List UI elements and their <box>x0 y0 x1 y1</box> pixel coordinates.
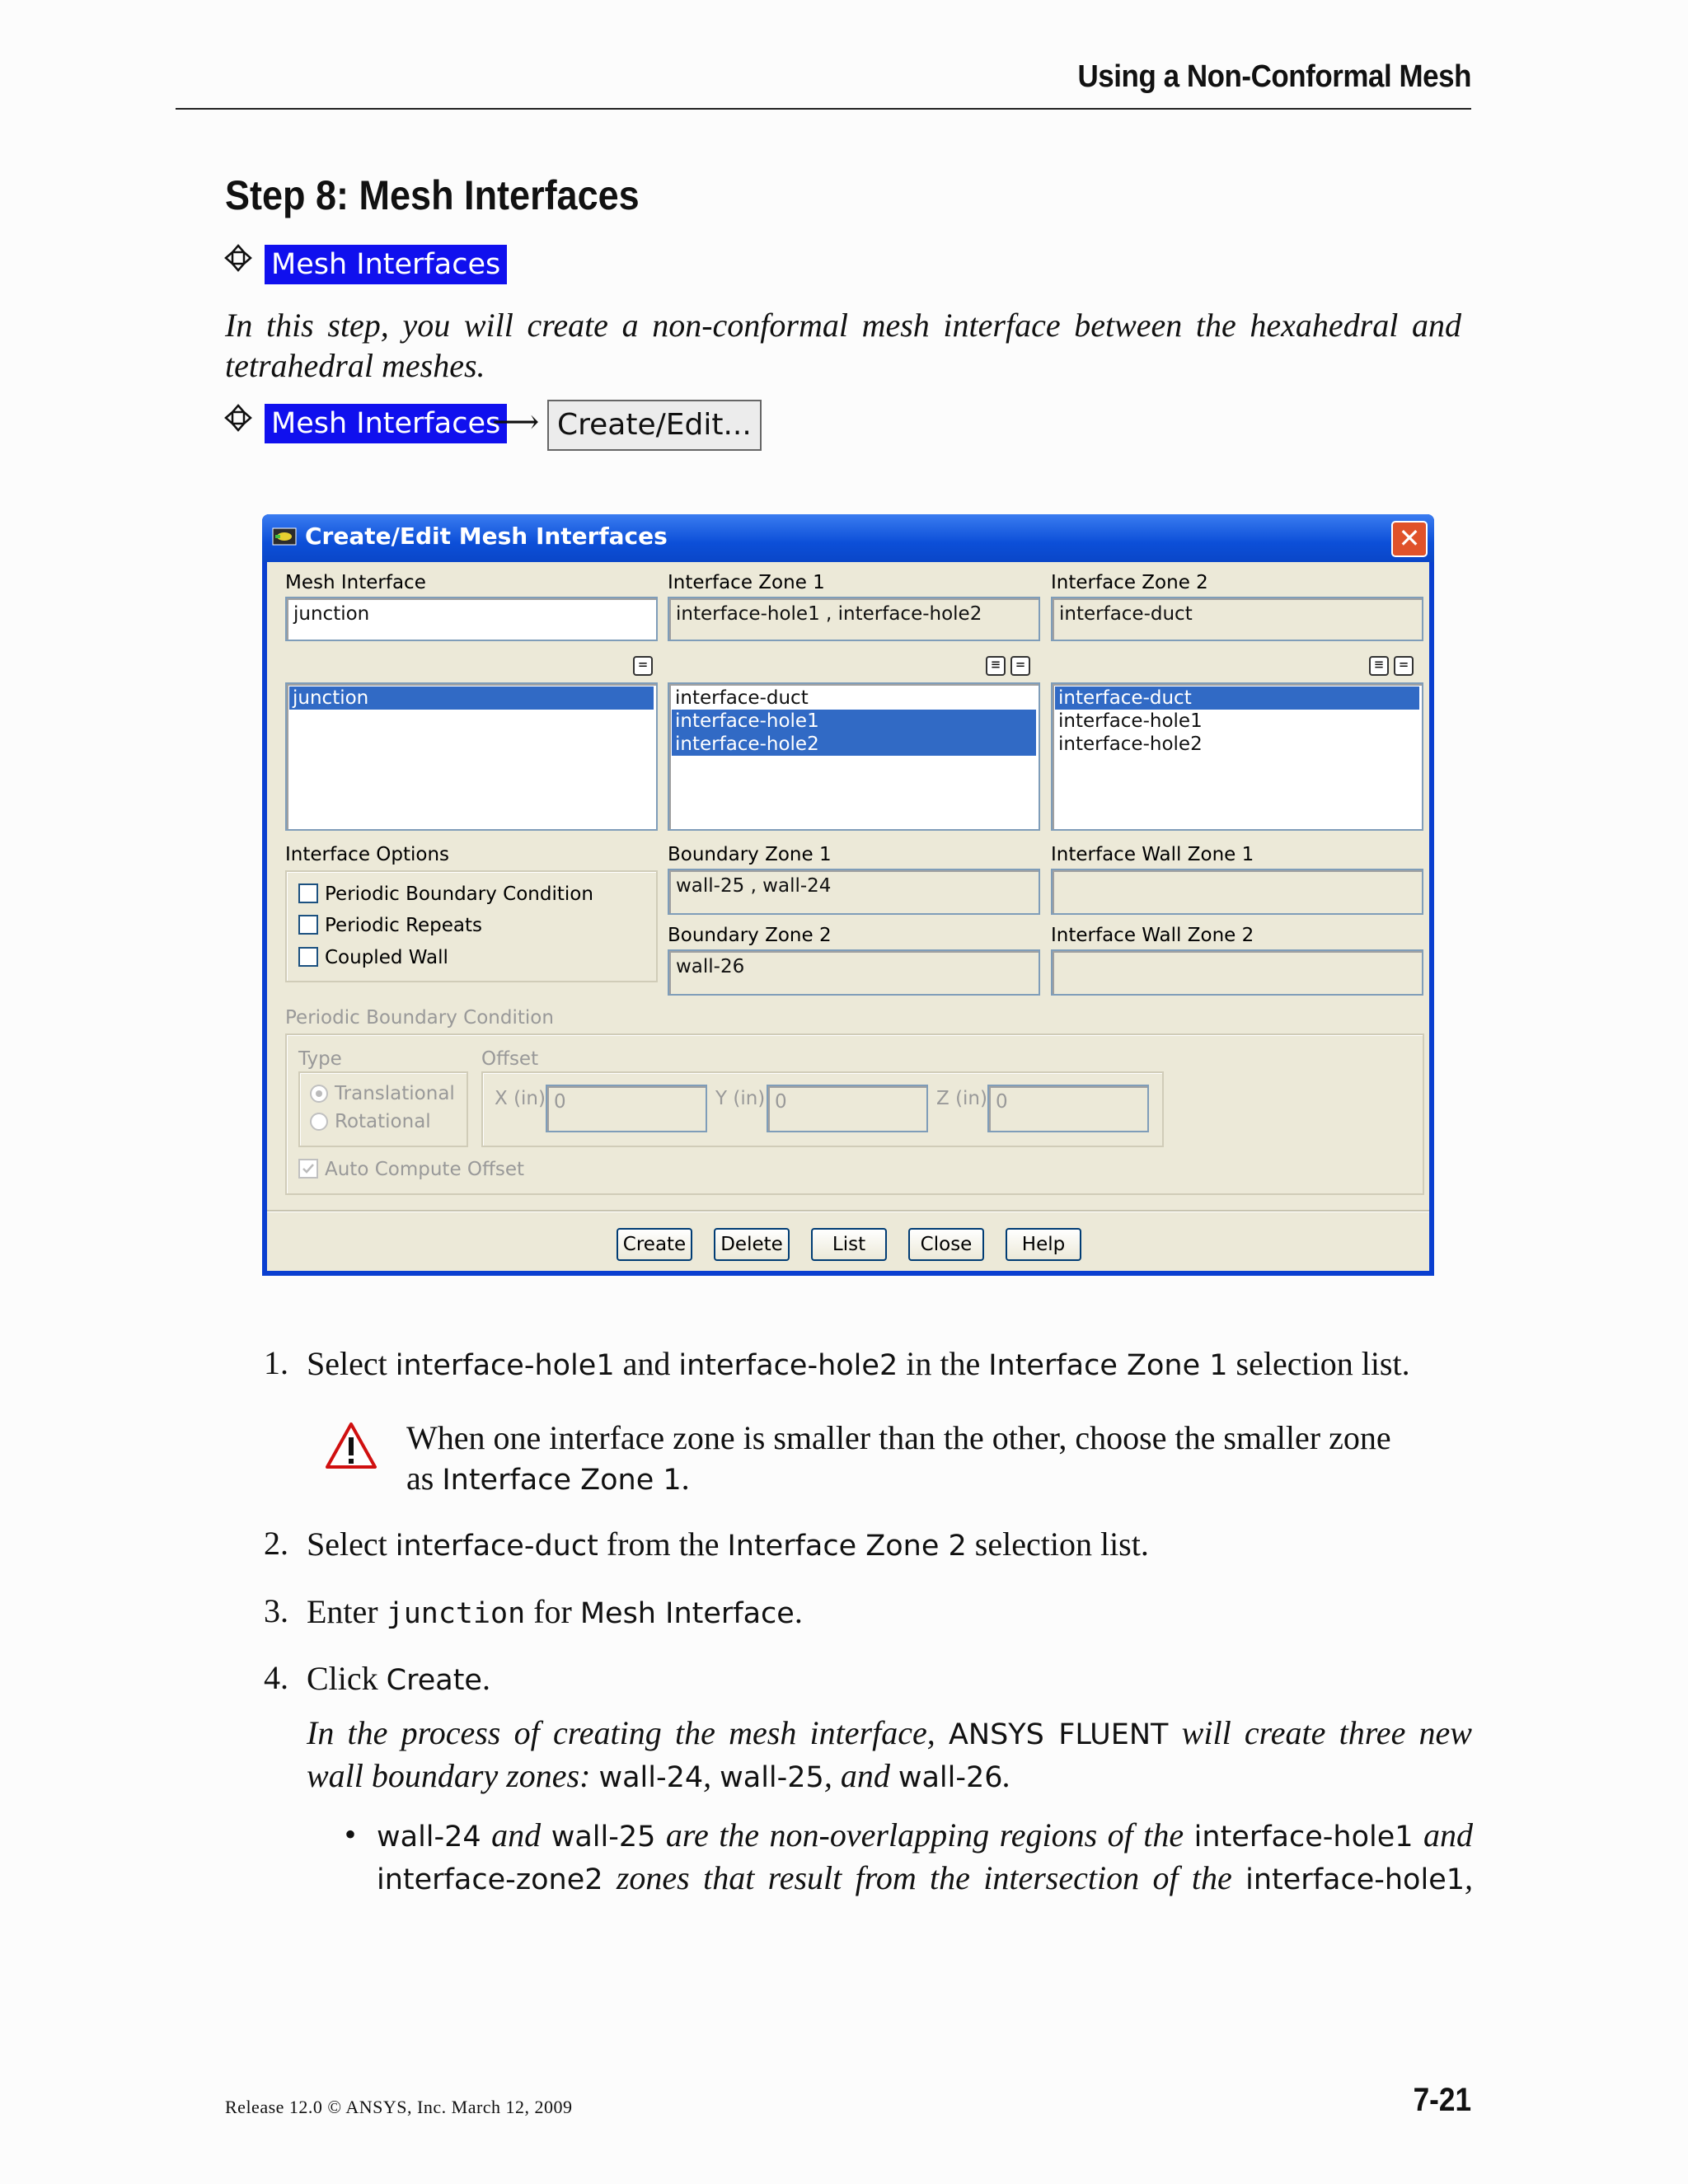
deselect-all-icon[interactable]: = <box>633 656 653 676</box>
step-number: 4. <box>264 1659 288 1696</box>
footer-release: Release 12.0 © ANSYS, Inc. March 12, 2009 <box>225 2097 573 2117</box>
text: and <box>614 1345 679 1382</box>
text: zones that result from the intersection of the <box>603 1859 1246 1896</box>
mesh-interface-label: Mesh Interface <box>285 572 426 593</box>
gui-label: Interface Zone 1 <box>442 1464 682 1497</box>
rotational-radio[interactable] <box>310 1113 328 1131</box>
zone-name: interface-hole1 <box>395 1349 615 1382</box>
help-button[interactable]: Help <box>1006 1228 1081 1261</box>
bullet-item <box>377 1815 1473 1900</box>
list-item[interactable]: junction <box>289 687 654 710</box>
gui-label: Mesh Interface <box>579 1597 795 1630</box>
text: in the <box>898 1345 989 1382</box>
translational-radio[interactable] <box>310 1085 328 1103</box>
intro-paragraph <box>225 305 1461 386</box>
text: and <box>1413 1816 1474 1854</box>
offset-label: Offset <box>481 1048 539 1070</box>
gui-label: Interface Zone 1 <box>988 1349 1228 1382</box>
arrow-right-icon: ⟶ <box>492 403 540 440</box>
dialog-title-bar[interactable] <box>262 514 1434 562</box>
select-all-icon[interactable]: ≡ <box>986 656 1006 676</box>
periodic-boundary-checkbox[interactable] <box>298 883 318 903</box>
list-item[interactable]: interface-hole2 <box>672 733 1036 756</box>
zone-name: interface-hole2 <box>678 1349 898 1382</box>
create-edit-mesh-interfaces-dialog <box>262 514 1434 1276</box>
text: from the <box>598 1526 728 1563</box>
dialog-title: Create/Edit Mesh Interfaces <box>305 523 668 550</box>
text: . <box>1002 1757 1011 1794</box>
interface-wall-zone-1-field <box>1051 869 1423 915</box>
explanation-line-2 <box>307 1755 1472 1798</box>
zone-name: interface-duct <box>395 1530 598 1563</box>
text: will create three new <box>1168 1714 1472 1751</box>
translational-label: Translational <box>335 1083 455 1104</box>
periodic-bc-group <box>285 1033 1424 1195</box>
dialog-body <box>267 562 1429 1271</box>
y-offset-input[interactable]: 0 <box>767 1085 928 1132</box>
step-4 <box>307 1658 1477 1701</box>
interface-zone-1-label: Interface Zone 1 <box>668 572 825 593</box>
list-button[interactable]: List <box>811 1228 887 1261</box>
zone-name: interface-hole1 <box>1193 1821 1414 1854</box>
z-offset-input[interactable]: 0 <box>987 1085 1149 1132</box>
intro-line-1: In this step, you will create a non-conformal mesh interface between the hexahedral and <box>225 307 1461 344</box>
periodic-bc-label: Periodic Boundary Condition <box>285 1007 554 1029</box>
text: wall boundary zones: <box>307 1757 599 1794</box>
interface-options-group <box>285 870 658 982</box>
mesh-interfaces-nav-link-2[interactable]: Mesh Interfaces <box>265 404 507 443</box>
text: . <box>794 1593 803 1630</box>
dialog-separator <box>267 1210 1429 1212</box>
boundary-zone-1-label: Boundary Zone 1 <box>668 844 832 865</box>
list-item[interactable]: interface-hole2 <box>1058 733 1203 755</box>
step-4-explanation <box>307 1713 1472 1798</box>
zone-name: wall-24 <box>598 1761 704 1794</box>
text: are the non-overlapping regions of the <box>655 1816 1194 1854</box>
running-header: Using a Non-Conformal Mesh <box>1077 59 1471 94</box>
zone-name: interface-hole1 <box>1245 1863 1465 1896</box>
list-item[interactable]: interface-hole1 <box>1058 710 1203 732</box>
interface-options-label: Interface Options <box>285 844 450 865</box>
periodic-repeats-label: Periodic Repeats <box>325 915 483 936</box>
interface-wall-zone-2-label: Interface Wall Zone 2 <box>1051 925 1254 946</box>
page-number: 7-21 <box>1413 2082 1471 2118</box>
periodic-boundary-label: Periodic Boundary Condition <box>325 883 593 905</box>
text: . <box>681 1460 690 1497</box>
step-2 <box>307 1524 1477 1567</box>
text: Click <box>307 1660 387 1697</box>
text: , <box>703 1757 720 1794</box>
type-group <box>298 1071 468 1147</box>
interface-zone-2-label: Interface Zone 2 <box>1051 572 1208 593</box>
interface-zone-1-field: interface-hole1 , interface-hole2 <box>668 597 1040 641</box>
interface-zone-1-list[interactable] <box>668 682 1040 831</box>
text: Select <box>307 1526 396 1563</box>
navigation-pane-icon <box>224 244 252 272</box>
type-label: Type <box>298 1048 342 1070</box>
fluent-app-icon <box>272 526 297 547</box>
z-offset-label: Z (in) <box>936 1088 987 1109</box>
create-button[interactable]: Create <box>617 1228 692 1261</box>
list-item[interactable]: interface-duct <box>675 687 809 709</box>
delete-button[interactable]: Delete <box>714 1228 790 1261</box>
deselect-all-icon[interactable]: = <box>1010 656 1030 676</box>
auto-compute-offset-label: Auto Compute Offset <box>325 1159 525 1180</box>
x-offset-input[interactable]: 0 <box>546 1085 707 1132</box>
x-offset-label: X (in) <box>495 1088 546 1109</box>
caution-line-1: When one interface zone is smaller than the other, choose the smaller zone <box>406 1419 1391 1456</box>
close-button[interactable]: Close <box>908 1228 984 1261</box>
caution-note <box>406 1418 1478 1501</box>
caution-line-2 <box>406 1458 1478 1501</box>
list-item[interactable]: interface-hole1 <box>672 710 1036 733</box>
intro-line-2: tetrahedral meshes. <box>225 347 485 384</box>
select-all-icon[interactable]: ≡ <box>1369 656 1389 676</box>
text: selection list. <box>1227 1345 1410 1382</box>
caution-icon <box>325 1421 377 1470</box>
zone-name: wall-25 <box>720 1761 824 1794</box>
step-1 <box>307 1343 1477 1386</box>
zone-name: wall-25 <box>551 1821 656 1854</box>
interface-wall-zone-1-label: Interface Wall Zone 1 <box>1051 844 1254 865</box>
y-offset-label: Y (in) <box>715 1088 766 1109</box>
interface-wall-zone-2-field <box>1051 949 1423 996</box>
auto-compute-offset-checkbox[interactable] <box>298 1159 318 1179</box>
close-icon[interactable]: ✕ <box>1391 521 1428 557</box>
text: In the process of creating the mesh interface, <box>307 1714 949 1751</box>
interface-zone-2-list[interactable] <box>1051 682 1423 831</box>
typed-value: junction <box>386 1597 526 1630</box>
deselect-all-icon[interactable]: = <box>1394 656 1414 676</box>
coupled-wall-checkbox[interactable] <box>298 947 318 967</box>
navigation-pane-icon-2 <box>224 404 252 432</box>
rotational-label: Rotational <box>335 1111 431 1132</box>
text: Enter <box>307 1593 387 1630</box>
explanation-line-1 <box>307 1713 1472 1755</box>
create-edit-button-reference[interactable]: Create/Edit... <box>547 400 762 451</box>
zone-name: wall-26 <box>898 1761 1003 1794</box>
bullet-line-1 <box>377 1815 1473 1858</box>
interface-zone-2-field: interface-duct <box>1051 597 1423 641</box>
text: as <box>406 1460 443 1497</box>
section-title: Step 8: Mesh Interfaces <box>225 172 640 218</box>
text: . <box>481 1660 490 1697</box>
boundary-zone-2-label: Boundary Zone 2 <box>668 925 832 946</box>
step-number: 2. <box>264 1525 288 1562</box>
step-3 <box>307 1591 1477 1634</box>
periodic-repeats-checkbox[interactable] <box>298 915 318 935</box>
text: , and <box>823 1757 898 1794</box>
gui-label: Interface Zone 2 <box>727 1530 967 1563</box>
step-number: 1. <box>264 1344 288 1381</box>
zone-name: wall-24 <box>377 1821 481 1854</box>
boundary-zone-1-field: wall-25 , wall-24 <box>668 869 1040 915</box>
mesh-interface-input[interactable]: junction <box>285 597 658 641</box>
text: for <box>525 1593 580 1630</box>
step-number: 3. <box>264 1592 288 1629</box>
header-rule <box>176 108 1471 110</box>
list-item[interactable]: interface-duct <box>1055 687 1419 710</box>
zone-name: interface-zone2 <box>377 1863 603 1896</box>
bullet-line-2 <box>377 1858 1473 1900</box>
gui-label: Create <box>386 1664 482 1697</box>
mesh-interfaces-nav-link[interactable]: Mesh Interfaces <box>265 245 507 284</box>
text: , <box>1465 1859 1473 1896</box>
text: and <box>481 1816 551 1854</box>
boundary-zone-2-field: wall-26 <box>668 949 1040 996</box>
product-name: ANSYS FLUENT <box>948 1718 1169 1751</box>
text: Select <box>307 1345 396 1382</box>
bullet-icon: • <box>345 1816 357 1853</box>
text: selection list. <box>966 1526 1149 1563</box>
offset-group <box>481 1071 1164 1147</box>
coupled-wall-label: Coupled Wall <box>325 947 448 968</box>
mesh-interface-list[interactable] <box>285 682 658 831</box>
